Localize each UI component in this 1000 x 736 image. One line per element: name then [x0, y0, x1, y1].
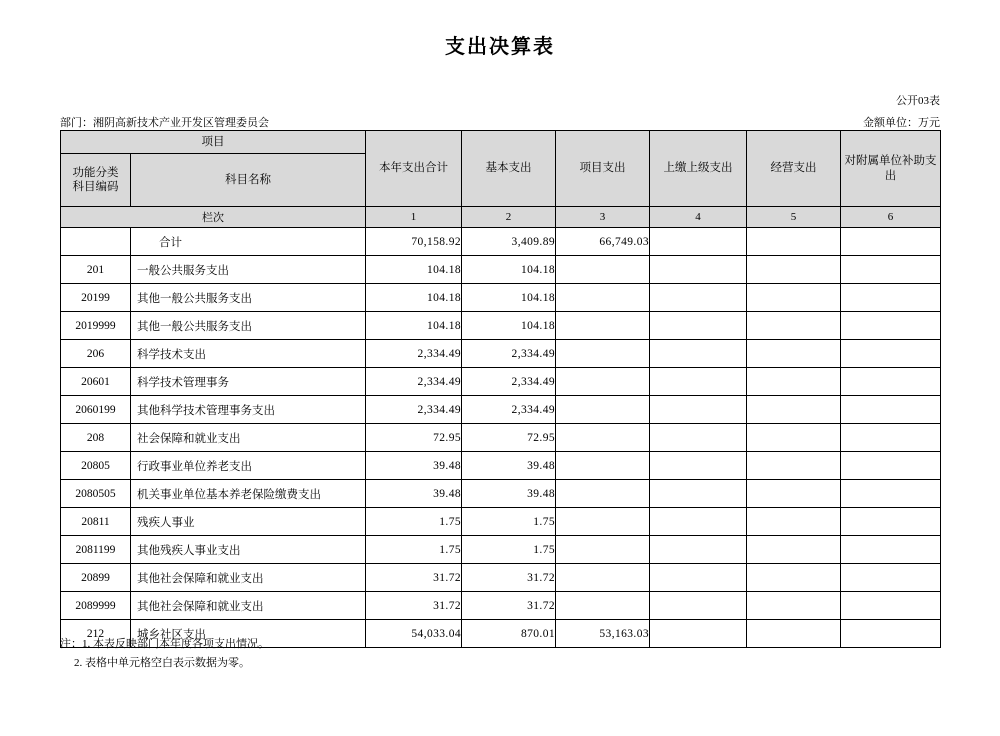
cell-name: 其他社会保障和就业支出 [131, 592, 366, 620]
cell-operating [747, 592, 841, 620]
cell-code: 20899 [61, 564, 131, 592]
note-line-1: 注：1. 本表反映部门本年度各项支出情况。 [60, 638, 269, 650]
cell-basic: 31.72 [462, 564, 556, 592]
cell-upper [650, 536, 747, 564]
table-row [61, 536, 941, 564]
cell-operating [747, 312, 841, 340]
table-row [61, 368, 941, 396]
cell-project [556, 340, 650, 368]
table-row [61, 564, 941, 592]
cell-total: 2,334.49 [366, 368, 462, 396]
cell-code: 20805 [61, 452, 131, 480]
rank-5: 5 [747, 207, 841, 228]
cell-subsidy [841, 452, 941, 480]
cell-total: 31.72 [366, 564, 462, 592]
cell-upper [650, 452, 747, 480]
page-title: 支出决算表 [445, 36, 555, 58]
cell-operating [747, 620, 841, 648]
header-col-subsidy: 对附属单位补助支出 [841, 131, 941, 207]
cell-subsidy [841, 592, 941, 620]
cell-code: 2019999 [61, 312, 131, 340]
cell-upper [650, 340, 747, 368]
note-line-2: 2. 表格中单元格空白表示数据为零。 [74, 656, 250, 669]
form-number: 公开03表 [896, 95, 940, 107]
cell-basic: 104.18 [462, 312, 556, 340]
cell-upper [650, 228, 747, 256]
header-col-basic: 基本支出 [462, 131, 556, 207]
header-col-total: 本年支出合计 [366, 131, 462, 207]
table-row [61, 480, 941, 508]
header-group-project: 项目 [61, 131, 366, 154]
table-row [61, 228, 941, 256]
cell-subsidy [841, 284, 941, 312]
cell-code: 2080505 [61, 480, 131, 508]
cell-total: 2,334.49 [366, 396, 462, 424]
table-row [61, 312, 941, 340]
cell-subsidy [841, 256, 941, 284]
cell-project [556, 256, 650, 284]
cell-basic: 3,409.89 [462, 228, 556, 256]
cell-project: 53,163.03 [556, 620, 650, 648]
cell-name: 社会保障和就业支出 [131, 424, 366, 452]
cell-project [556, 284, 650, 312]
cell-code: 201 [61, 256, 131, 284]
cell-project [556, 592, 650, 620]
cell-operating [747, 452, 841, 480]
cell-total: 54,033.04 [366, 620, 462, 648]
rank-2: 2 [462, 207, 556, 228]
cell-total: 1.75 [366, 508, 462, 536]
cell-subsidy [841, 564, 941, 592]
cell-operating [747, 340, 841, 368]
cell-upper [650, 284, 747, 312]
cell-total: 72.95 [366, 424, 462, 452]
expenditure-table [60, 130, 941, 648]
cell-total: 104.18 [366, 256, 462, 284]
cell-subsidy [841, 620, 941, 648]
cell-basic: 104.18 [462, 284, 556, 312]
cell-basic: 39.48 [462, 480, 556, 508]
cell-name: 科学技术支出 [131, 340, 366, 368]
table-row [61, 396, 941, 424]
cell-project [556, 564, 650, 592]
header-col-code [61, 154, 131, 207]
cell-upper [650, 312, 747, 340]
cell-subsidy [841, 312, 941, 340]
table-row [61, 424, 941, 452]
cell-code: 206 [61, 340, 131, 368]
cell-upper [650, 508, 747, 536]
table-row [61, 508, 941, 536]
rank-row [61, 207, 941, 228]
cell-operating [747, 284, 841, 312]
cell-subsidy [841, 396, 941, 424]
cell-operating [747, 564, 841, 592]
cell-basic: 1.75 [462, 508, 556, 536]
cell-upper [650, 564, 747, 592]
cell-total: 70,158.92 [366, 228, 462, 256]
cell-subsidy [841, 536, 941, 564]
cell-project: 66,749.03 [556, 228, 650, 256]
cell-total: 39.48 [366, 452, 462, 480]
cell-basic: 31.72 [462, 592, 556, 620]
header-col-operating: 经营支出 [747, 131, 841, 207]
cell-basic: 2,334.49 [462, 368, 556, 396]
header-col-name: 科目名称 [131, 154, 366, 207]
cell-code: 212 [61, 620, 131, 648]
cell-project [556, 452, 650, 480]
cell-upper [650, 480, 747, 508]
rank-4: 4 [650, 207, 747, 228]
table-row [61, 340, 941, 368]
cell-operating [747, 424, 841, 452]
amount-unit-label: 金额单位：万元 [863, 117, 940, 129]
table-row [61, 256, 941, 284]
cell-project [556, 396, 650, 424]
cell-code: 20601 [61, 368, 131, 396]
header-row-group [61, 131, 941, 154]
cell-code: 2060199 [61, 396, 131, 424]
cell-name: 其他一般公共服务支出 [131, 284, 366, 312]
cell-name: 科学技术管理事务 [131, 368, 366, 396]
cell-basic: 2,334.49 [462, 396, 556, 424]
cell-basic: 870.01 [462, 620, 556, 648]
table-row [61, 452, 941, 480]
rank-3: 3 [556, 207, 650, 228]
cell-basic: 39.48 [462, 452, 556, 480]
cell-project [556, 368, 650, 396]
cell-total: 104.18 [366, 284, 462, 312]
rank-1: 1 [366, 207, 462, 228]
cell-name: 其他社会保障和就业支出 [131, 564, 366, 592]
table-row [61, 592, 941, 620]
cell-upper [650, 368, 747, 396]
rank-6: 6 [841, 207, 941, 228]
cell-subsidy [841, 508, 941, 536]
cell-operating [747, 368, 841, 396]
cell-name: 残疾人事业 [131, 508, 366, 536]
cell-project [556, 424, 650, 452]
cell-operating [747, 396, 841, 424]
table-notes [60, 635, 269, 672]
cell-total: 104.18 [366, 312, 462, 340]
cell-operating [747, 508, 841, 536]
cell-project [556, 508, 650, 536]
cell-operating [747, 480, 841, 508]
cell-subsidy [841, 424, 941, 452]
cell-total: 2,334.49 [366, 340, 462, 368]
header-col-code-line1: 功能分类 [72, 166, 119, 179]
header-col-project: 项目支出 [556, 131, 650, 207]
cell-code [61, 228, 131, 256]
cell-code: 2081199 [61, 536, 131, 564]
cell-name: 其他科学技术管理事务支出 [131, 396, 366, 424]
cell-basic: 2,334.49 [462, 340, 556, 368]
cell-subsidy [841, 340, 941, 368]
cell-basic: 72.95 [462, 424, 556, 452]
cell-subsidy [841, 480, 941, 508]
cell-upper [650, 620, 747, 648]
cell-project [556, 480, 650, 508]
cell-code: 20811 [61, 508, 131, 536]
rank-label: 栏次 [61, 207, 366, 228]
cell-name: 城乡社区支出 [131, 620, 366, 648]
cell-code: 208 [61, 424, 131, 452]
cell-code: 2089999 [61, 592, 131, 620]
cell-operating [747, 228, 841, 256]
cell-name: 其他残疾人事业支出 [131, 536, 366, 564]
cell-code: 20199 [61, 284, 131, 312]
cell-name: 机关事业单位基本养老保险缴费支出 [131, 480, 366, 508]
cell-total: 1.75 [366, 536, 462, 564]
cell-subsidy [841, 368, 941, 396]
header-col-upper: 上缴上级支出 [650, 131, 747, 207]
cell-project [556, 312, 650, 340]
table-body [61, 228, 941, 648]
table-header [61, 131, 941, 228]
cell-name: 一般公共服务支出 [131, 256, 366, 284]
cell-project [556, 536, 650, 564]
meta-row [60, 114, 940, 130]
cell-upper [650, 256, 747, 284]
cell-name: 其他一般公共服务支出 [131, 312, 366, 340]
header-col-code-line2: 科目编码 [72, 181, 119, 193]
document-page [0, 30, 1000, 736]
cell-upper [650, 424, 747, 452]
table-row [61, 284, 941, 312]
cell-operating [747, 536, 841, 564]
cell-upper [650, 592, 747, 620]
cell-basic: 104.18 [462, 256, 556, 284]
cell-operating [747, 256, 841, 284]
cell-subsidy [841, 228, 941, 256]
cell-basic: 1.75 [462, 536, 556, 564]
department-label: 部门：湘阴高新技术产业开发区管理委员会 [60, 117, 269, 129]
cell-name: 行政事业单位养老支出 [131, 452, 366, 480]
cell-total: 39.48 [366, 480, 462, 508]
cell-total: 31.72 [366, 592, 462, 620]
cell-name: 合计 [131, 228, 366, 256]
cell-upper [650, 396, 747, 424]
